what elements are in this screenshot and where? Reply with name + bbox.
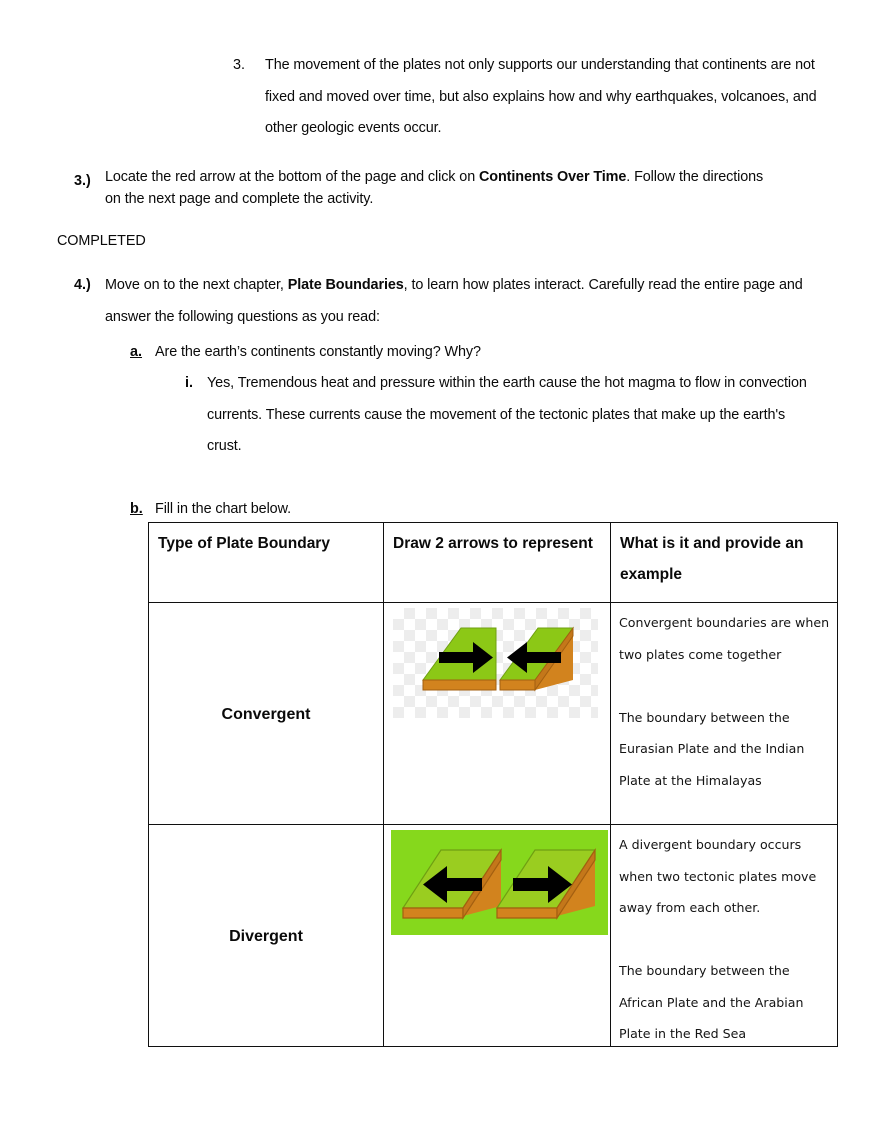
definition-text: Convergent boundaries are when two plates come together	[619, 615, 830, 662]
completed-status-label: COMPLETED	[57, 233, 146, 249]
divergent-plates-diagram	[391, 830, 608, 935]
boundary-type-label: Convergent	[221, 706, 311, 723]
question-a-text: Are the earth’s continents constantly moving? Why?	[155, 344, 481, 360]
step-4-text-before: Move on to the next chapter,	[105, 277, 288, 293]
answer-marker-i: i.	[185, 375, 193, 391]
answer-a-text: Yes, Tremendous heat and pressure within the earth cause the hot magma to flow in convection currents. These currents cause the movement of the tectonic plates that make up the earth's crust.	[207, 375, 807, 454]
definition-text: A divergent boundary occurs when two tectonic plates move away from each other.	[619, 837, 817, 915]
cell-type-convergent	[149, 603, 384, 825]
header-label-draw: Draw 2 arrows to represent	[393, 535, 593, 552]
step-4-chapter-label: Plate Boundaries	[287, 277, 404, 293]
convergent-plates-svg	[393, 608, 598, 718]
example-text: The boundary between the Eurasian Plate and the Indian Plate at the Himalayas	[619, 709, 805, 788]
header-cell-type	[149, 523, 384, 603]
step-marker-4: 4.)	[74, 277, 91, 293]
step-3-instruction	[105, 166, 780, 210]
cell-type-divergent	[149, 825, 384, 1047]
divergent-plates-svg	[391, 830, 608, 935]
paragraph-spacer	[619, 670, 832, 702]
list-marker-3: 3.	[233, 57, 246, 73]
step-4-text-after: , to learn how plates interact. Carefully read the entire page and answer the following questions as you read:	[105, 277, 803, 325]
boundary-type-label: Divergent	[229, 928, 303, 945]
description-convergent	[619, 607, 832, 796]
step-4-instruction	[105, 270, 830, 333]
example-text: The boundary between the African Plate and the Arabian Plate in the Red Sea	[619, 963, 804, 1041]
table-row	[149, 603, 838, 825]
table-header-row	[149, 523, 838, 603]
header-label-what: What is it and provide an example	[620, 535, 804, 583]
plate-boundary-chart	[148, 522, 838, 1047]
paragraph-plate-movement: The movement of the plates not only supports our understanding that continents are not fixed and moved over time, but also explains how and why earthquakes, volcanoes, and other geologic events occur.	[265, 57, 817, 136]
paragraph-spacer	[619, 924, 832, 956]
cell-description-convergent	[611, 603, 838, 825]
step-marker-3: 3.)	[74, 173, 91, 189]
cell-figure-divergent	[384, 825, 611, 1047]
description-divergent	[619, 829, 832, 1050]
question-b-marker: b.	[130, 501, 143, 517]
step-3-text-before: Locate the red arrow at the bottom of the page and click on	[105, 169, 479, 185]
question-b-text: Fill in the chart below.	[155, 501, 291, 517]
header-cell-draw	[384, 523, 611, 603]
convergent-plates-diagram	[393, 608, 598, 718]
cell-description-divergent	[611, 825, 838, 1047]
question-a-marker: a.	[130, 344, 143, 360]
step-3-link-label: Continents Over Time	[479, 169, 627, 185]
table-row	[149, 825, 838, 1047]
header-cell-what	[611, 523, 838, 603]
header-label-type: Type of Plate Boundary	[158, 535, 330, 552]
cell-figure-convergent	[384, 603, 611, 825]
step-3-text-after: . Follow the directions on the next page and complete the activity.	[105, 169, 764, 207]
